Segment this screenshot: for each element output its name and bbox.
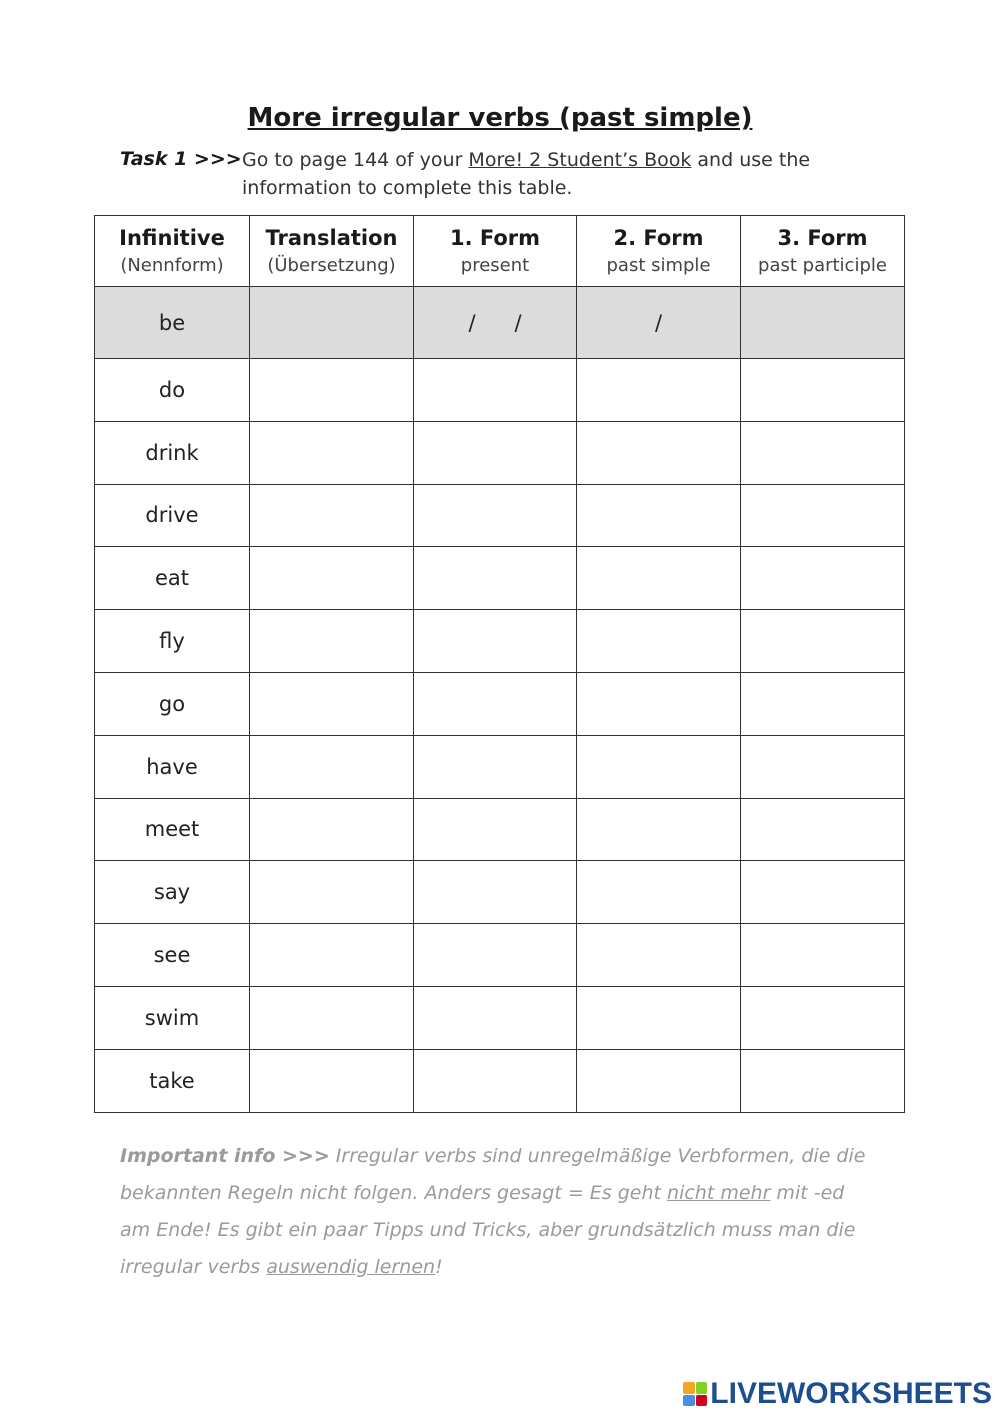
translation-cell[interactable] (250, 1049, 414, 1112)
header-present: 1. Form present (414, 216, 577, 287)
present-cell[interactable] (414, 798, 577, 861)
past-simple-cell[interactable] (577, 735, 741, 798)
present-cell[interactable] (414, 287, 577, 359)
translation-cell[interactable] (250, 986, 414, 1049)
verb-table (94, 215, 905, 1113)
verb-cell: fly (95, 610, 250, 673)
translation-cell[interactable] (250, 861, 414, 924)
past-participle-cell[interactable] (741, 547, 905, 610)
present-cell[interactable] (414, 986, 577, 1049)
present-cell[interactable] (414, 359, 577, 422)
past-simple-cell[interactable] (577, 986, 741, 1049)
present-cell[interactable] (414, 484, 577, 547)
past-simple-cell[interactable] (577, 421, 741, 484)
info-text: mit -ed am Ende! Es gibt ein paar Tipps und Tricks, aber grundsätzlich muss man die irregular verbs (120, 1182, 856, 1278)
verb-cell: see (95, 924, 250, 987)
present-cell[interactable] (414, 735, 577, 798)
translation-cell[interactable] (250, 924, 414, 987)
verb-cell: do (95, 359, 250, 422)
important-info (120, 1138, 880, 1286)
header-infinitive: Infinitive (Nennform) (95, 216, 250, 287)
past-participle-cell[interactable] (741, 610, 905, 673)
table-row (95, 861, 905, 924)
info-label: Important info >>> (120, 1145, 330, 1167)
header-past-simple: 2. Form past simple (577, 216, 741, 287)
translation-cell[interactable] (250, 484, 414, 547)
table-row (95, 986, 905, 1049)
verb-cell: go (95, 672, 250, 735)
table-row (95, 735, 905, 798)
verb-cell: drive (95, 484, 250, 547)
verb-cell: take (95, 1049, 250, 1112)
header-translation: Translation (Übersetzung) (250, 216, 414, 287)
past-simple-cell[interactable] (577, 547, 741, 610)
verb-cell: have (95, 735, 250, 798)
past-simple-cell[interactable] (577, 1049, 741, 1112)
past-participle-cell[interactable] (741, 735, 905, 798)
table-row (95, 421, 905, 484)
past-participle-cell[interactable] (741, 359, 905, 422)
verb-cell: be (95, 287, 250, 359)
present-separator: / (514, 310, 522, 335)
present-cell[interactable] (414, 1049, 577, 1112)
past-participle-cell[interactable] (741, 861, 905, 924)
verb-cell: eat (95, 547, 250, 610)
header-past-participle: 3. Form past participle (741, 216, 905, 287)
task-text-after: and use the information to complete this table. (242, 149, 811, 199)
liveworksheets-brand[interactable] (683, 1377, 992, 1411)
table-row (95, 610, 905, 673)
table-row (95, 484, 905, 547)
present-cell[interactable] (414, 421, 577, 484)
verb-cell: meet (95, 798, 250, 861)
table-row-example (95, 287, 905, 359)
present-cell[interactable] (414, 861, 577, 924)
table-row (95, 924, 905, 987)
table-row (95, 672, 905, 735)
verb-cell: say (95, 861, 250, 924)
table-row (95, 798, 905, 861)
verb-cell: swim (95, 986, 250, 1049)
table-row (95, 1049, 905, 1112)
past-simple-cell[interactable] (577, 798, 741, 861)
past-participle-cell[interactable] (741, 287, 905, 359)
book-title: More! 2 Student’s Book (468, 149, 692, 171)
table-header-row (95, 216, 905, 287)
past-simple-cell[interactable]: / (577, 287, 741, 359)
past-participle-cell[interactable] (741, 924, 905, 987)
liveworksheets-logo-icon (683, 1382, 707, 1406)
table-row (95, 547, 905, 610)
past-simple-cell[interactable] (577, 484, 741, 547)
info-underline: auswendig lernen (266, 1256, 436, 1278)
task-instructions (242, 146, 882, 202)
past-simple-cell[interactable] (577, 359, 741, 422)
past-simple-cell[interactable] (577, 672, 741, 735)
past-participle-cell[interactable] (741, 1049, 905, 1112)
brand-name: LIVEWORKSHEETS (710, 1377, 992, 1410)
past-simple-cell[interactable] (577, 610, 741, 673)
info-underline: nicht mehr (667, 1182, 771, 1204)
verb-cell: drink (95, 421, 250, 484)
past-participle-cell[interactable] (741, 421, 905, 484)
past-participle-cell[interactable] (741, 986, 905, 1049)
translation-cell[interactable] (250, 672, 414, 735)
task-text-before: Go to page 144 of your (242, 149, 469, 171)
task-label: Task 1 >>> (120, 148, 242, 170)
past-participle-cell[interactable] (741, 798, 905, 861)
translation-cell[interactable] (250, 421, 414, 484)
info-text: Irregular verbs sind unregelmäßige Verbformen, die die bekannten Regeln nicht folgen. Anders gesagt = Es geht (120, 1145, 866, 1204)
translation-cell[interactable] (250, 287, 414, 359)
past-participle-cell[interactable] (741, 672, 905, 735)
worksheet-title: More irregular verbs (past simple) (247, 103, 753, 133)
translation-cell[interactable] (250, 547, 414, 610)
translation-cell[interactable] (250, 359, 414, 422)
translation-cell[interactable] (250, 798, 414, 861)
past-simple-cell[interactable] (577, 924, 741, 987)
translation-cell[interactable] (250, 735, 414, 798)
info-text: ! (435, 1256, 443, 1278)
present-cell[interactable] (414, 924, 577, 987)
past-simple-cell[interactable] (577, 861, 741, 924)
present-cell[interactable] (414, 547, 577, 610)
past-participle-cell[interactable] (741, 484, 905, 547)
present-cell[interactable] (414, 610, 577, 673)
table-row (95, 359, 905, 422)
present-cell[interactable] (414, 672, 577, 735)
translation-cell[interactable] (250, 610, 414, 673)
present-separator: / (468, 310, 476, 335)
